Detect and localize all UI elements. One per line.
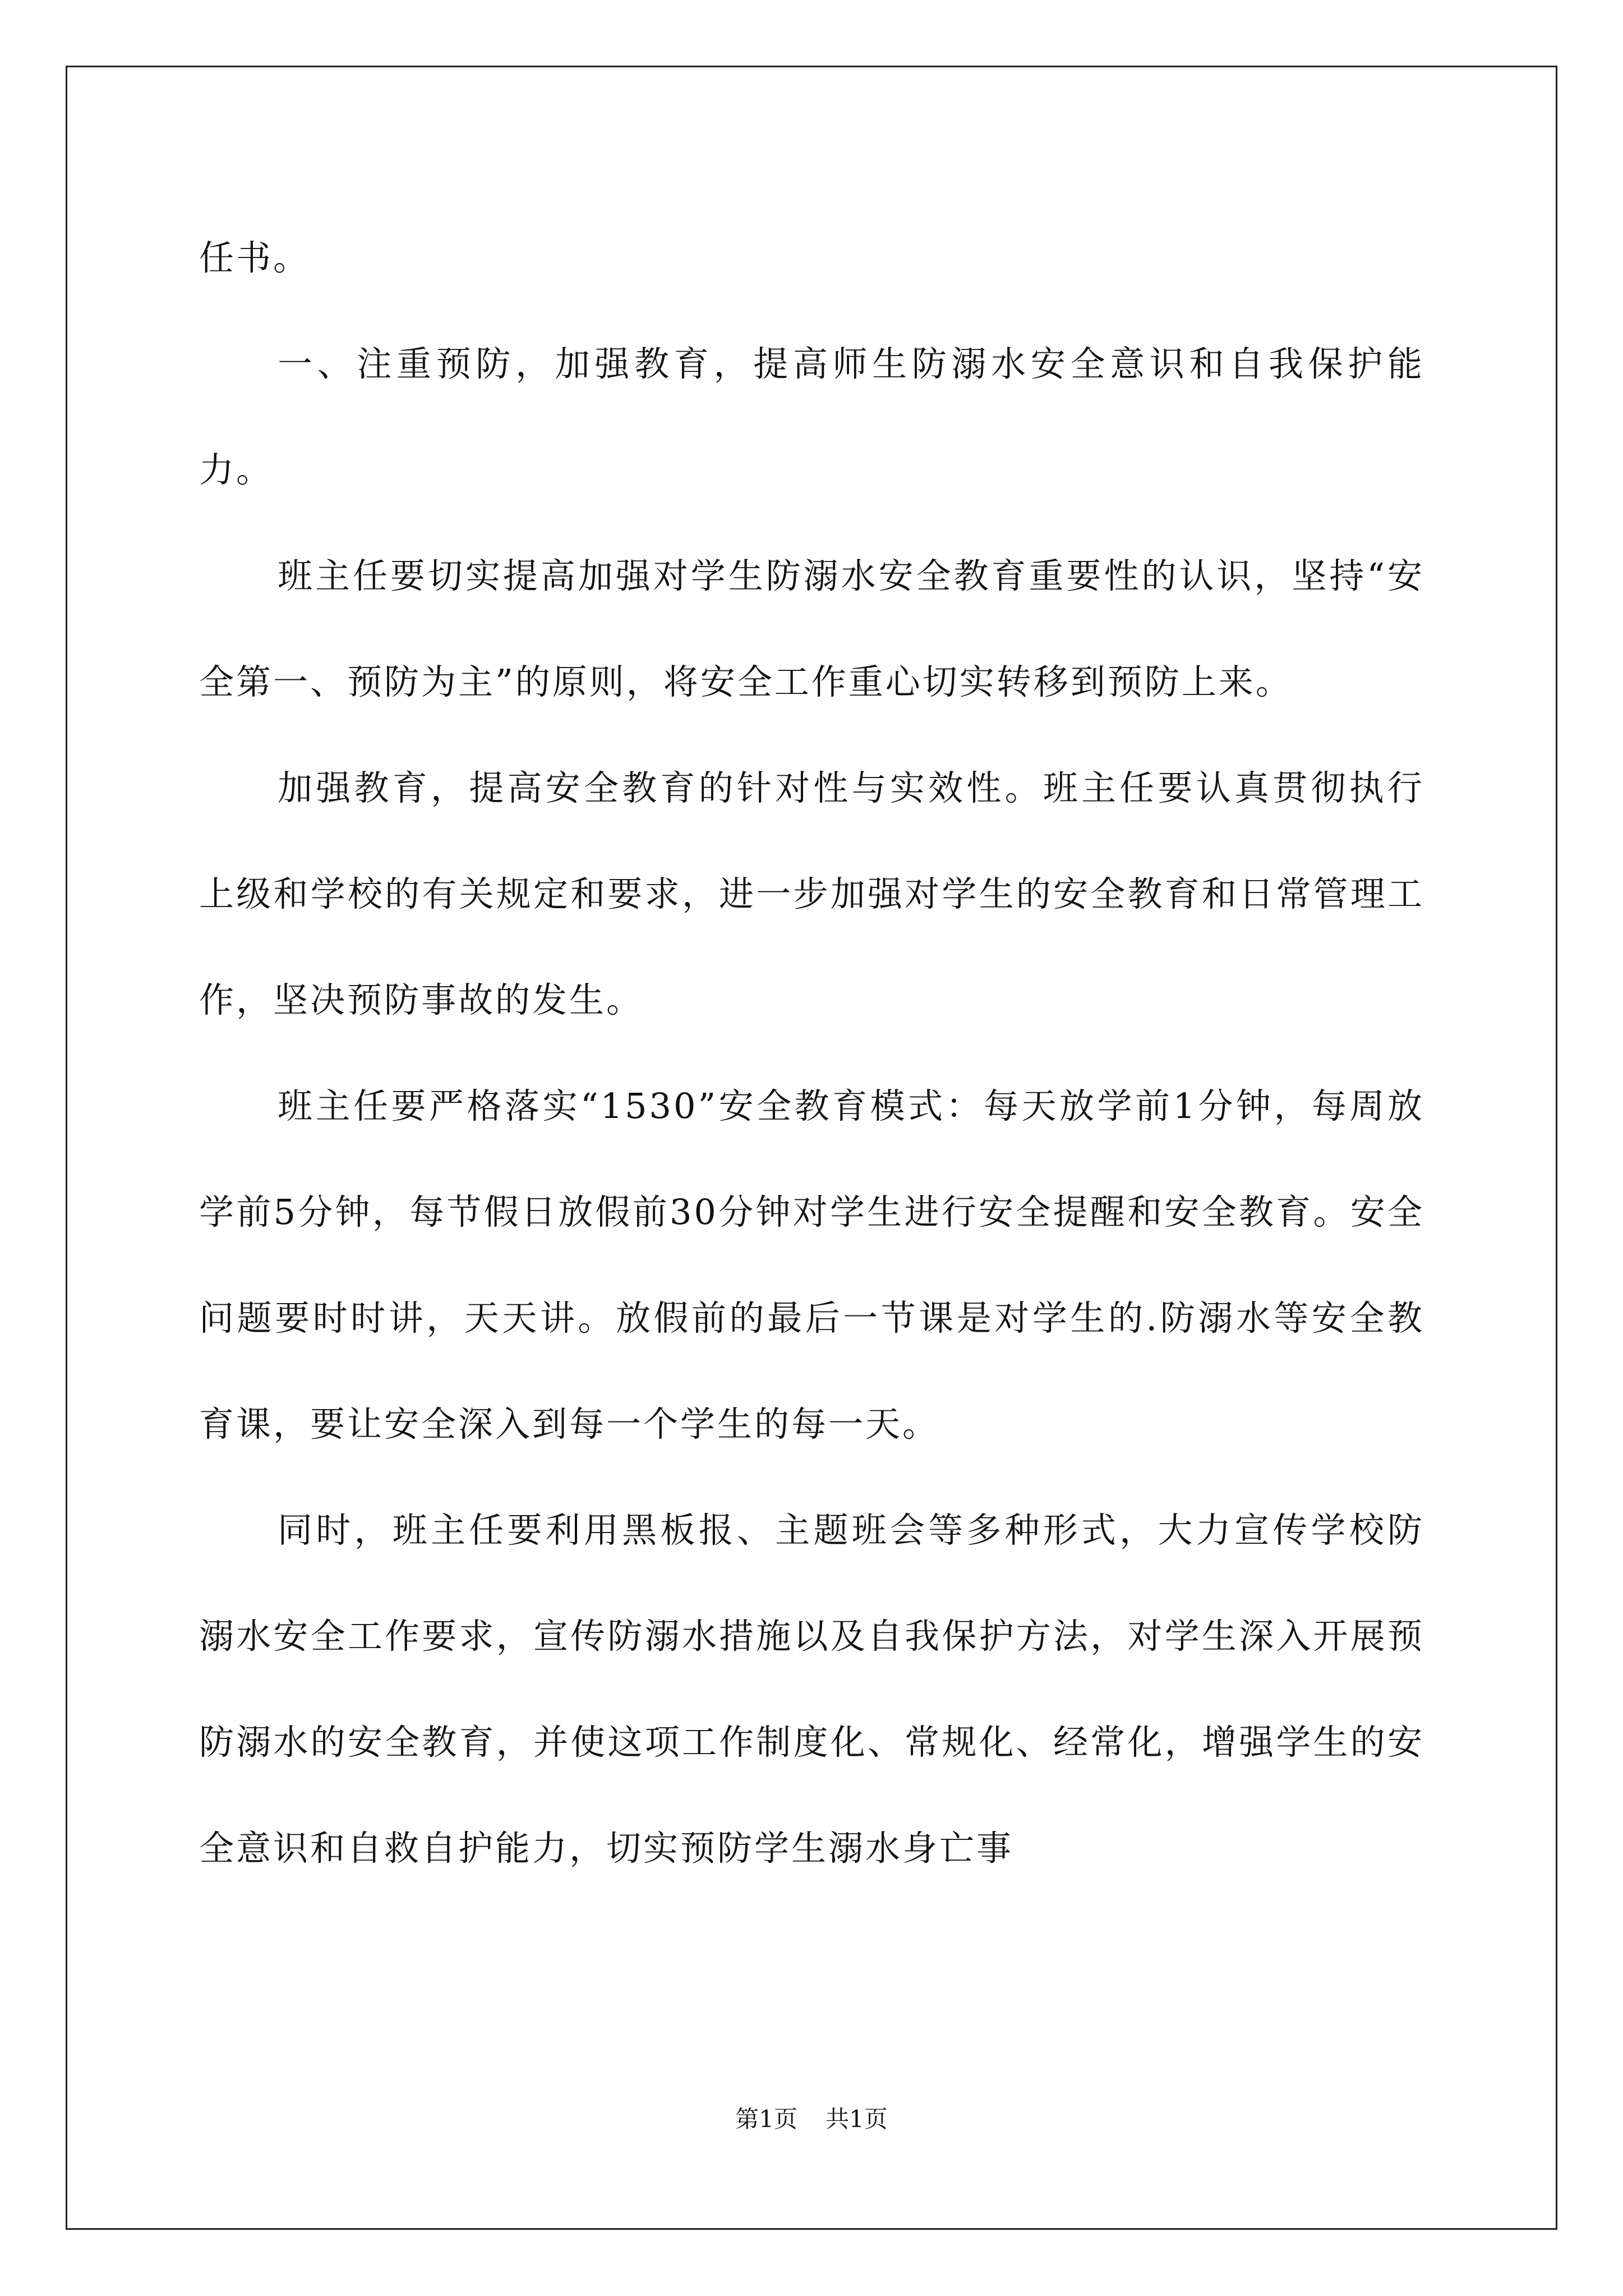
page-footer xyxy=(0,2102,1623,2136)
paragraph-5: 班主任要严格落实“1530”安全教育模式：每天放学前1分钟，每周放学前5分钟，每节假日放假前30分钟对学生进行安全提醒和安全教育。安全问题要时时讲，天天讲。放假前的最后一节课是对学生的.防溺水等安全教育课，要让安全深入到每一个学生的每一天。 xyxy=(199,1085,1424,1444)
paragraph-3: 班主任要切实提高加强对学生防溺水安全教育重要性的认识，坚持“安全第一、预防为主”的原则，将安全工作重心切实转移到预防上来。 xyxy=(199,555,1424,702)
page-number: 第1页 xyxy=(735,2105,797,2133)
document-body xyxy=(199,205,1424,1901)
page-total: 共1页 xyxy=(826,2105,888,2133)
paragraph-6: 同时，班主任要利用黑板报、主题班会等多种形式，大力宣传学校防溺水安全工作要求，宣传防溺水措施以及自我保护方法，对学生深入开展预防溺水的安全教育，并使这项工作制度化、常规化、经常化，增强学生的安全意识和自救自护能力，切实预防学生溺水身亡事 xyxy=(199,1510,1424,1869)
paragraph-2: 一、注重预防，加强教育，提高师生防溺水安全意识和自我保护能力。 xyxy=(199,343,1424,490)
paragraph-1: 任书。 xyxy=(199,237,311,278)
paragraph-4: 加强教育，提高安全教育的针对性与实效性。班主任要认真贯彻执行上级和学校的有关规定和要求，进一步加强对学生的安全教育和日常管理工作，坚决预防事故的发生。 xyxy=(199,767,1424,1020)
